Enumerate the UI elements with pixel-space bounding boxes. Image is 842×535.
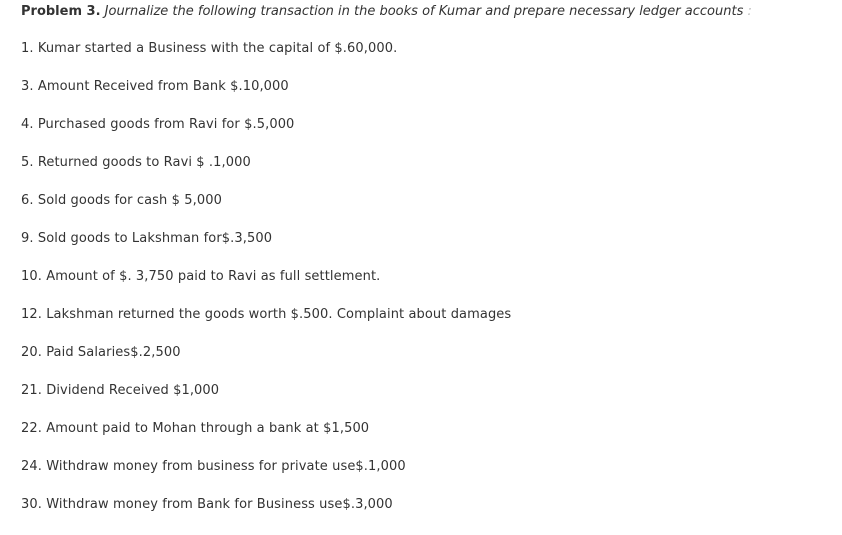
transaction-item: 1. Kumar started a Business with the capital of $.60,000.: [21, 41, 398, 56]
transaction-item: 20. Paid Salaries$.2,500: [21, 345, 181, 360]
transaction-item: 3. Amount Received from Bank $.10,000: [21, 79, 289, 94]
problem-instruction: Journalize the following transaction in the books of Kumar and prepare necessary ledger accounts: [104, 4, 744, 19]
problem-colon: :: [747, 4, 752, 19]
transaction-item: 5. Returned goods to Ravi $ .1,000: [21, 155, 251, 170]
transaction-item: 9. Sold goods to Lakshman for$.3,500: [21, 231, 273, 246]
transaction-item: 22. Amount paid to Mohan through a bank at $1,500: [21, 421, 370, 436]
transaction-item: 6. Sold goods for cash $ 5,000: [21, 193, 222, 208]
transaction-item: 24. Withdraw money from business for private use$.1,000: [21, 459, 406, 474]
problem-label: Problem 3.: [21, 4, 101, 19]
transaction-item: 4. Purchased goods from Ravi for $.5,000: [21, 117, 295, 132]
problem-heading: [21, 3, 752, 20]
transaction-list: [21, 41, 511, 535]
transaction-item: 10. Amount of $. 3,750 paid to Ravi as full settlement.: [21, 269, 381, 284]
transaction-item: 30. Withdraw money from Bank for Business use$.3,000: [21, 497, 393, 512]
transaction-item: 21. Dividend Received $1,000: [21, 383, 220, 398]
transaction-item: 12. Lakshman returned the goods worth $.500. Complaint about damages: [21, 307, 512, 322]
